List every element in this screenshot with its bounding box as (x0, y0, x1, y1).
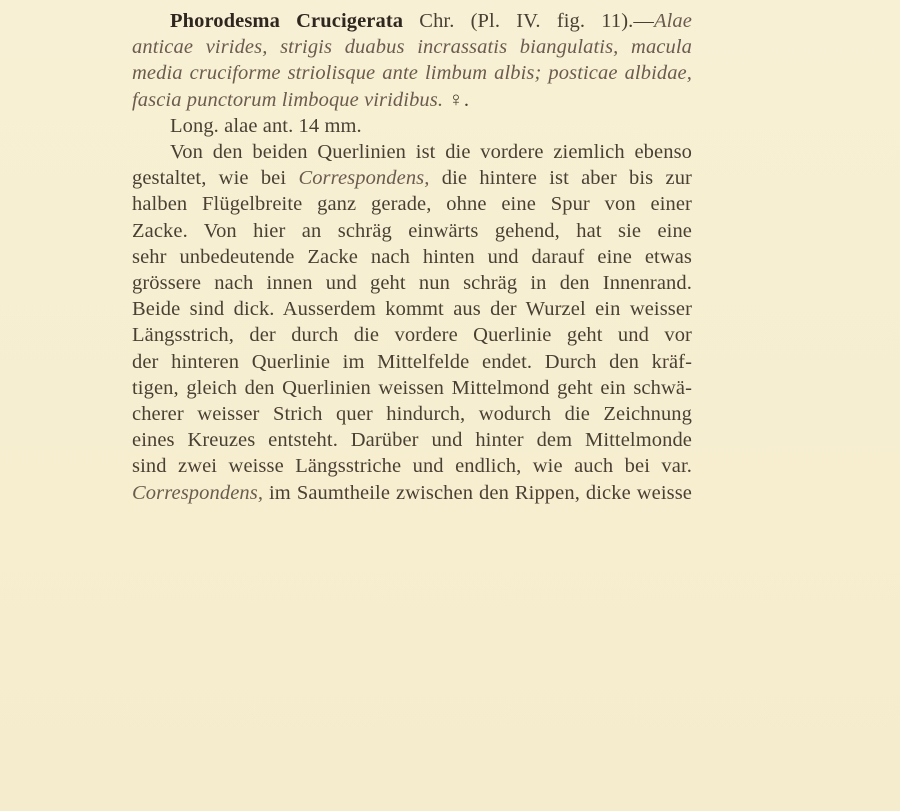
body-line-2 (132, 165, 692, 191)
female-symbol: ♀ (448, 88, 464, 111)
body-line-3: halben Flügelbreite ganz gerade, ohne eine Spur von einer (132, 193, 692, 216)
body-line-5: sehr unbedeutende Zacke nach hinten und darauf eine etwas (132, 245, 692, 268)
body-line-14 (132, 480, 692, 506)
body-line-12: eines Kreuzes entsteht. Darüber und hinter dem Mittelmonde (132, 429, 692, 452)
diagnosis-line-4: fascia punctorum limboque viridibus. (132, 88, 444, 111)
body-line-13: sind zwei weisse Längsstriche und endlich, wie auch bei var. (132, 455, 692, 478)
species-name: Crucigerata (296, 10, 404, 32)
body-line-14-b: im Saumtheile zwischen den Rippen, dicke weisse (269, 481, 692, 504)
diagnosis-line-4-wrap: fascia punctorum limboque viridibus. ♀. (132, 88, 470, 111)
body-line-8: Längsstrich, der durch die vordere Querlinie geht und vor (132, 324, 692, 347)
entry-heading-line (132, 8, 692, 34)
em-dash: — (633, 10, 654, 32)
diagnosis-line-2: anticae virides, strigis duabus incrassatis biangulatis, macula (132, 36, 692, 59)
body-line-2-a: gestaltet, wie bei (132, 167, 287, 190)
diagnosis-line-1: Alae (654, 10, 692, 32)
author-abbrev: Chr. (419, 10, 455, 32)
diagnosis-line-3: media cruciforme striolisque ante limbum albis; posticae albidae, (132, 62, 692, 85)
body-line-9: der hinteren Querlinie im Mittelfelde endet. Durch den kräf- (132, 350, 692, 373)
body-line-1: Von den beiden Querlinien ist die vordere ziemlich ebenso (170, 141, 692, 164)
species-reference: Correspondens, (298, 167, 430, 190)
body-line-10: tigen, gleich den Querlinien weissen Mittelmond geht ein schwä- (132, 376, 692, 399)
body-line-6: grössere nach innen und geht nun schräg in den Innenrand. (132, 272, 692, 295)
plate-reference: (Pl. IV. fig. 11). (470, 10, 634, 32)
body-line-4: Zacke. Von hier an schräg einwärts gehend, hat sie eine (132, 219, 692, 242)
body-line-2-b: die hintere ist aber bis zur (441, 167, 692, 190)
body-line-7: Beide sind dick. Ausserdem kommt aus der Wurzel ein weisser (132, 298, 692, 321)
genus-name: Phorodesma (170, 10, 280, 32)
species-description (132, 8, 692, 506)
species-reference-2: Correspondens, (132, 481, 264, 504)
wing-length: Long. alae ant. 14 mm. (170, 114, 362, 137)
body-line-11: cherer weisser Strich quer hindurch, wodurch die Zeichnung (132, 403, 692, 426)
